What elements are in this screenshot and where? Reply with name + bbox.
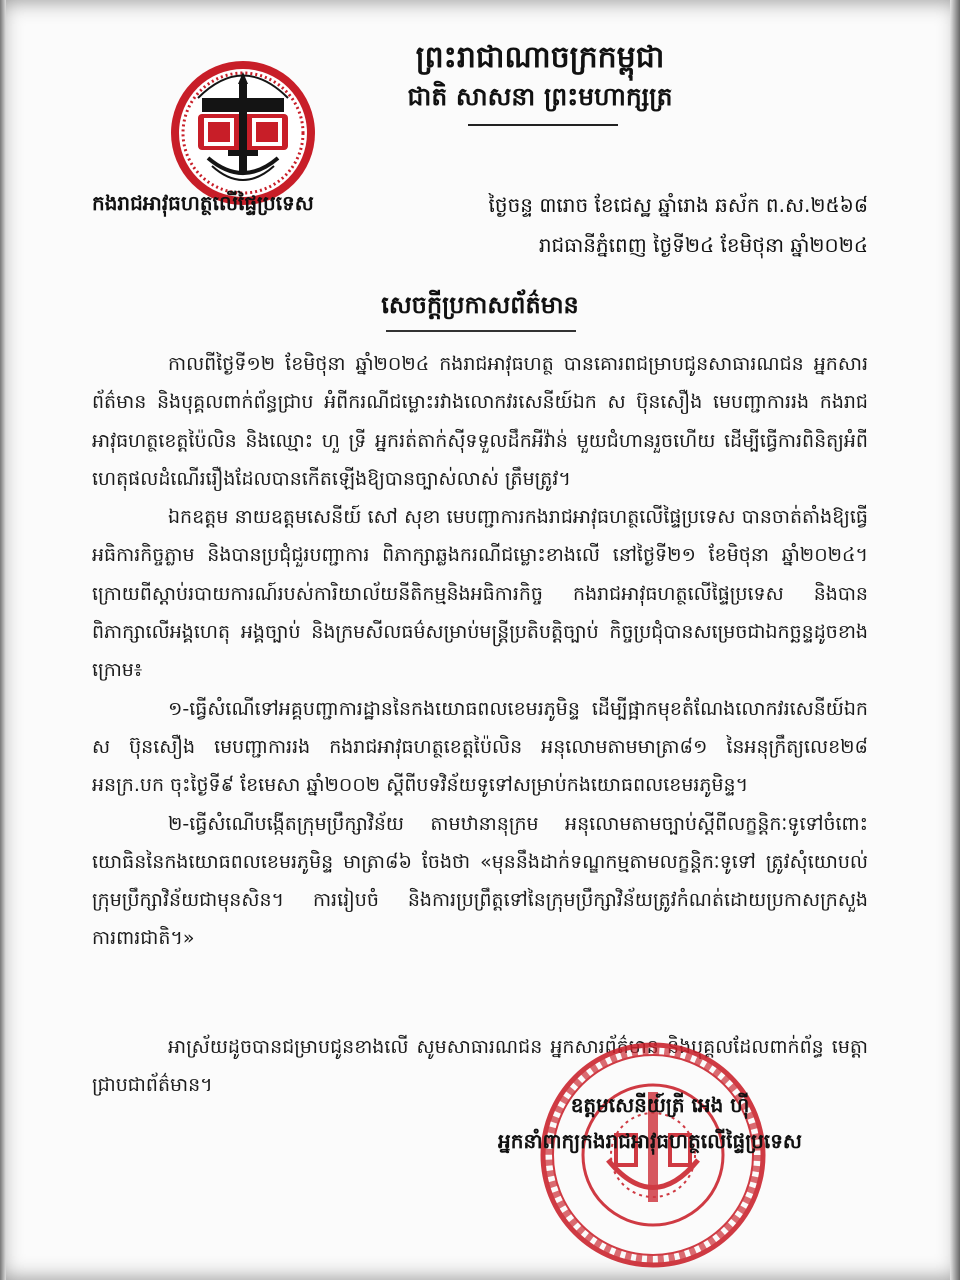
lunar-date: ថ្ងៃចន្ទ ៣រោច ខែជេស្ឋ ឆ្នាំរោង ឆស័ក ព.ស.២៥៦៨ — [488, 193, 868, 217]
signatory-title: អ្នកនាំពាក្យកងរាជអាវុធហត្ថលើផ្ទៃប្រទេស — [498, 1129, 802, 1153]
document-title: សេចក្តីប្រកាសព័ត៌មាន — [381, 290, 579, 319]
body-paragraph-4: ២-ធ្វើសំណើបង្កើតក្រុមប្រឹក្សាវិន័យ តាមឋានានុក្រម អនុលោមតាមច្បាប់ស្តីពីលក្ខន្តិកៈទូទៅចំពោះយោធិននៃកងយោធពលខេមរភូមិន្ទ មាត្រា៨៦ ចែងថា «មុននឹងដាក់ទណ្ឌកម្មតាមលក្ខន្តិកៈទូទៅ ត្រូវសុំយោបល់ក្រុមប្រឹក្សាវិន័យជាមុនសិន។ ការរៀបចំ និងការប្រព្រឹត្តទៅនៃក្រុមប្រឹក្សាវិន័យត្រូវកំណត់ដោយប្រកាសក្រសួងការពារជាតិ។» — [92, 812, 868, 950]
kingdom-heading: ព្រះរាជាណាចក្រកម្ពុជា — [415, 40, 665, 75]
signatory-name: ឧត្តមសេនីយ៍ត្រី អេង ហ៊ី — [570, 1093, 750, 1117]
motto-underline-ornament — [468, 124, 618, 126]
gendarmerie-logo-icon — [168, 58, 318, 208]
motto-heading: ជាតិ សាសនា ព្រះមហាក្សត្រ — [407, 82, 673, 111]
closing-paragraph: អាស្រ័យដូចបានជម្រាបជូនខាងលើ សូមសាធារណជន អ្នកសារព័ត៌មាន និងបុគ្គលដែលពាក់ព័ន្ធ មេត្តាជ្រាបជាព័ត៌មាន។ — [92, 1036, 868, 1097]
organization-name: កងរាជអាវុធហត្ថលើផ្ទៃប្រទេស — [92, 191, 314, 215]
page-edge-left — [0, 0, 6, 1280]
document-body — [92, 345, 868, 958]
solar-date: រាជធានីភ្នំពេញ ថ្ងៃទី២៤ ខែមិថុនា ឆ្នាំ២០២៤ — [538, 233, 868, 257]
title-underline-ornament — [386, 330, 576, 332]
page-edge-right — [950, 0, 960, 1280]
body-paragraph-2: ឯកឧត្តម នាយឧត្តមសេនីយ៍ សៅ សុខា មេបញ្ជាការកងរាជអាវុធហត្ថលើផ្ទៃប្រទេស បានចាត់តាំងឱ្យធ្វើអធិការកិច្ចភ្លាម និងបានប្រជុំជួរបញ្ជាការ ពិភាក្សាឆ្លងករណីជម្លោះខាងលើ នៅថ្ងៃទី២១ ខែមិថុនា ឆ្នាំ២០២៤។ ក្រោយពីស្តាប់របាយការណ៍របស់ការិយាល័យនីតិកម្មនិងអធិការកិច្ច កងរាជអាវុធហត្ថលើផ្ទៃប្រទេស និងបានពិភាក្សាលើអង្គហេតុ អង្គច្បាប់ និងក្រមសីលធម៌សម្រាប់មន្ត្រីប្រតិបត្តិច្បាប់ កិច្ចប្រជុំបានសម្រេចជាឯកច្ឆន្ទដូចខាងក្រោម៖ — [92, 506, 868, 682]
body-paragraph-1: កាលពីថ្ងៃទី១២ ខែមិថុនា ឆ្នាំ២០២៤ កងរាជអាវុធហត្ថ បានគោរពជម្រាបជូនសាធារណជន អ្នកសារព័ត៌មាន និងបុគ្គលពាក់ព័ន្ធជ្រាប អំពីករណីជម្លោះរវាងលោកវរសេនីយ៍ឯក ស ប៊ុនសឿង មេបញ្ជាការរង កងរាជអាវុធហត្ថខេត្តប៉ៃលិន និងឈ្មោះ ហួ ទ្រី អ្នករត់តាក់ស៊ីទទួលដឹកអីវ៉ាន់ មួយជំហានរួចហើយ ដើម្បីធ្វើការពិនិត្យអំពីហេតុផលដំណើររឿងដែលបានកើតឡើងឱ្យបានច្បាស់លាស់ ត្រឹមត្រូវ។ — [92, 353, 868, 490]
body-paragraph-3: ១-ធ្វើសំណើទៅអគ្គបញ្ជាការដ្ឋាននៃកងយោធពលខេមរភូមិន្ទ ដើម្បីផ្អាកមុខតំណែងលោកវរសេនីយ៍ឯក ស ប៊ុនសឿង មេបញ្ជាការរង កងរាជអាវុធហត្ថខេត្តប៉ៃលិន អនុលោមតាមមាត្រា៨១ នៃអនុក្រឹត្យលេខ២៨ អនក្រ.បក ចុះថ្ងៃទី៩ ខែមេសា ឆ្នាំ២០០២ ស្តីពីបទវិន័យទូទៅសម្រាប់កងយោធពលខេមរភូមិន្ទ។ — [92, 697, 868, 797]
